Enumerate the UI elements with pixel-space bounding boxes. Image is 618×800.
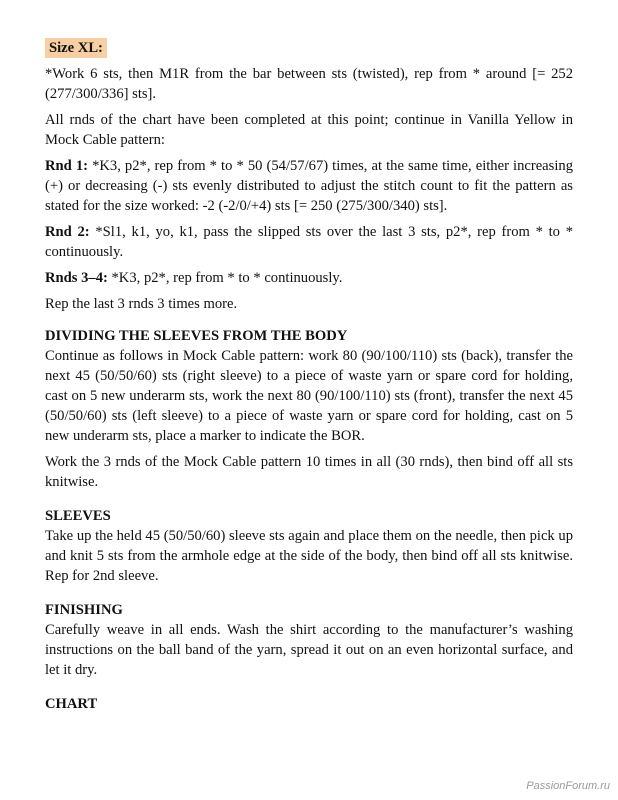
finishing-heading: FINISHING (45, 602, 123, 618)
round-3-4 (45, 268, 573, 288)
round-3-4-text: *K3, p2*, rep from * to * continuously. (107, 270, 343, 286)
dividing-paragraph-1: Continue as follows in Mock Cable pattern: work 80 (90/100/110) sts (back), transfer the next 45 (50/50/60) sts (right sleeve) to a piece of waste yarn or spare cord for holding, cast on 5 new underarm sts, work the next 80 (90/100/110) sts (front), transfer the next 45 (50/50/60) sts (left sleeve) to a piece of waste yarn or spare cord for holding, cast on 5 new underarm sts, place a marker to indicate the BOR. (45, 348, 573, 444)
intro-paragraph-1: *Work 6 sts, then M1R from the bar between sts (twisted), rep from * around [= 252 (277/300/336] sts]. (45, 66, 573, 102)
round-2-text: *Sl1, k1, yo, k1, pass the slipped sts over the last 3 sts, p2*, rep from * to * continuously. (45, 224, 573, 260)
round-2-label: Rnd 2: (45, 224, 90, 240)
dividing-heading: DIVIDING THE SLEEVES FROM THE BODY (45, 328, 348, 344)
pattern-page (45, 38, 573, 714)
round-2 (45, 222, 573, 262)
round-1-label: Rnd 1: (45, 158, 88, 174)
chart-heading: CHART (45, 696, 98, 712)
size-label: Size XL: (45, 38, 107, 58)
intro-paragraph-2: All rnds of the chart have been completed at this point; continue in Vanilla Yellow in Mock Cable pattern: (45, 112, 573, 148)
finishing-paragraph: Carefully weave in all ends. Wash the shirt according to the manufacturer’s washing instructions on the ball band of the yarn, spread it out on an even horizontal surface, and let it dry. (45, 622, 573, 678)
repeat-instruction: Rep the last 3 rnds 3 times more. (45, 296, 238, 312)
sleeves-heading: SLEEVES (45, 508, 111, 524)
round-1 (45, 156, 573, 216)
sleeves-paragraph: Take up the held 45 (50/50/60) sleeve sts again and place them on the needle, then pick up and knit 5 sts from the armhole edge at the side of the body, then bind off all sts knitwise. Rep for 2nd sleeve. (45, 528, 573, 584)
round-3-4-label: Rnds 3–4: (45, 270, 108, 286)
watermark: PassionForum.ru (526, 780, 610, 792)
round-1-text: *K3, p2*, rep from * to * 50 (54/57/67) times, at the same time, either increasing (+) or decreasing (-) sts evenly distributed to adjust the stitch count to fit the pattern as stated for the size worked: -2 (-2/0/+4) sts [= 250 (275/300/340) sts]. (45, 158, 573, 214)
dividing-paragraph-2: Work the 3 rnds of the Mock Cable pattern 10 times in all (30 rnds), then bind off all sts knitwise. (45, 454, 573, 490)
